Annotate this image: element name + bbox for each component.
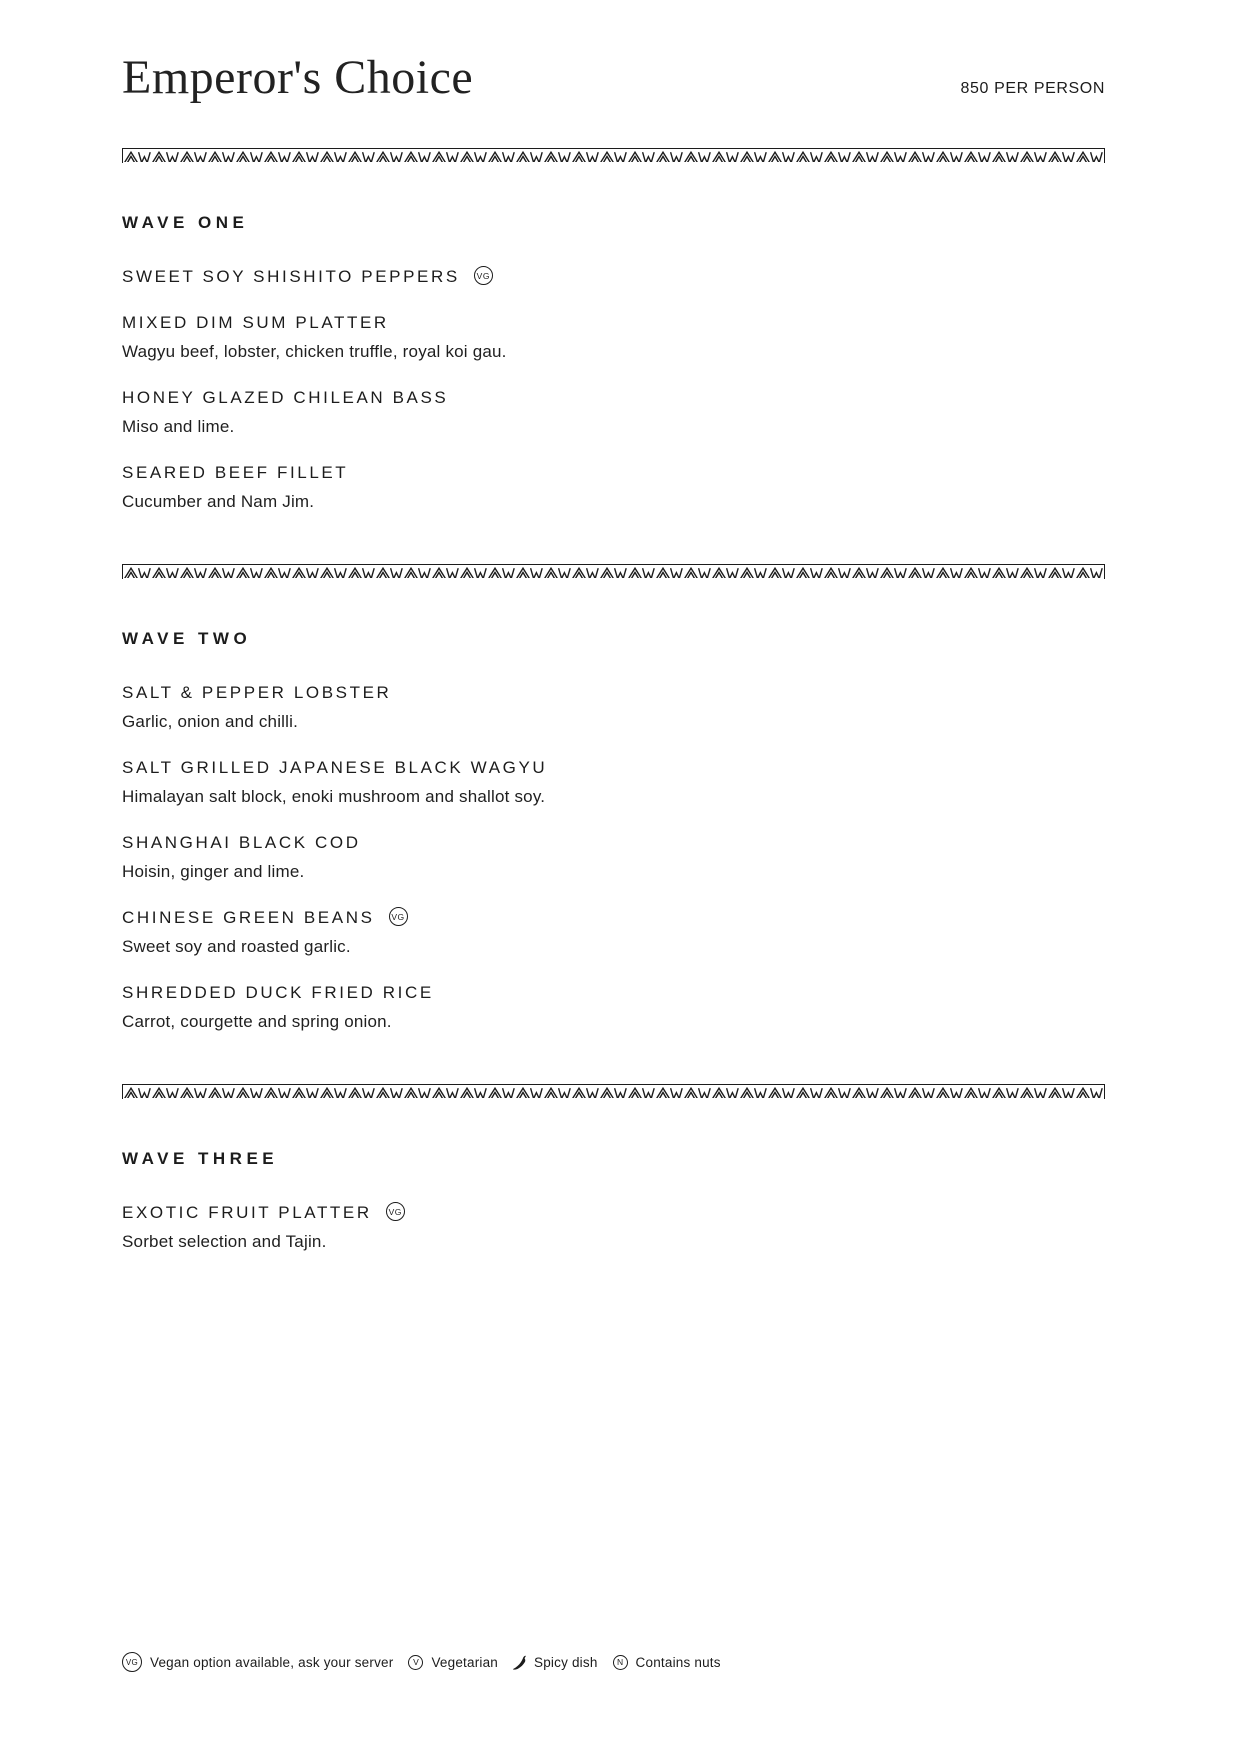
menu-item (122, 683, 1105, 732)
item-name-text: SALT & PEPPER LOBSTER (122, 682, 392, 702)
item-name-text: EXOTIC FRUIT PLATTER (122, 1202, 372, 1222)
item-name (122, 463, 1105, 483)
item-description: Carrot, courgette and spring onion. (122, 1011, 392, 1031)
page-header (122, 52, 1105, 105)
item-description: Garlic, onion and chilli. (122, 711, 299, 731)
item-name (122, 758, 1105, 778)
section-header-wave-one: WAVE ONE (122, 212, 249, 232)
legend-label: Contains nuts (635, 1654, 721, 1670)
item-name (122, 683, 1105, 703)
item-name (122, 1203, 1105, 1223)
item-name-text: SHANGHAI BLACK COD (122, 832, 361, 852)
item-name-text: CHINESE GREEN BEANS (122, 907, 375, 927)
section-header-wave-two: WAVE TWO (122, 628, 252, 648)
item-description: Himalayan salt block, enoki mushroom and shallot soy. (122, 786, 546, 806)
vg-badge-icon: VG (389, 907, 408, 926)
item-name (122, 983, 1105, 1003)
item-description: Sorbet selection and Tajin. (122, 1231, 327, 1251)
legend-label: Vegan option available, ask your server (150, 1654, 394, 1670)
item-name-text: HONEY GLAZED CHILEAN BASS (122, 387, 449, 407)
legend-entry-v (408, 1655, 498, 1670)
item-name-text: MIXED DIM SUM PLATTER (122, 312, 389, 332)
menu-item (122, 758, 1105, 807)
legend-entry-vg (122, 1652, 393, 1672)
dietary-legend (122, 1652, 721, 1672)
legend-label: Vegetarian (431, 1654, 499, 1670)
menu-item (122, 1203, 1105, 1252)
item-description: Cucumber and Nam Jim. (122, 491, 315, 511)
n-badge-icon: N (613, 1655, 628, 1670)
item-description: Wagyu beef, lobster, chicken truffle, royal koi gau. (122, 341, 507, 361)
menu-item (122, 313, 1105, 362)
v-badge-icon: V (408, 1655, 423, 1670)
wave-pattern-icon (123, 1085, 1104, 1098)
legend-entry-chili (513, 1655, 598, 1670)
chili-icon (513, 1655, 526, 1670)
price-per-person: 850 PER PERSON (960, 79, 1105, 97)
page-title: Emperor's Choice (122, 51, 474, 104)
wave-pattern-icon (123, 565, 1104, 578)
menu-item (122, 833, 1105, 882)
item-description: Miso and lime. (122, 416, 235, 436)
item-description: Sweet soy and roasted garlic. (122, 936, 351, 956)
item-name (122, 908, 1105, 928)
item-name-text: SHREDDED DUCK FRIED RICE (122, 982, 434, 1002)
menu-item (122, 908, 1105, 957)
menu (122, 148, 1105, 1278)
wave-divider (122, 148, 1105, 163)
item-name-text: SWEET SOY SHISHITO PEPPERS (122, 266, 460, 286)
item-name (122, 313, 1105, 333)
item-name (122, 833, 1105, 853)
legend-entry-n (613, 1655, 721, 1670)
legend-label: Spicy dish (534, 1654, 598, 1670)
menu-item (122, 267, 1105, 287)
wave-divider (122, 564, 1105, 579)
item-name (122, 267, 1105, 287)
section-header-wave-three: WAVE THREE (122, 1148, 279, 1168)
wave-pattern-icon (123, 149, 1104, 162)
item-name-text: SALT GRILLED JAPANESE BLACK WAGYU (122, 757, 548, 777)
item-description: Hoisin, ginger and lime. (122, 861, 305, 881)
menu-item (122, 388, 1105, 437)
vg-badge-icon: VG (474, 266, 493, 285)
wave-divider (122, 1084, 1105, 1099)
vg-badge-icon: VG (386, 1202, 405, 1221)
menu-item (122, 983, 1105, 1032)
menu-item (122, 463, 1105, 512)
vg-badge-icon: VG (122, 1652, 142, 1672)
item-name-text: SEARED BEEF FILLET (122, 462, 349, 482)
item-name (122, 388, 1105, 408)
chili-icon (513, 1655, 526, 1670)
